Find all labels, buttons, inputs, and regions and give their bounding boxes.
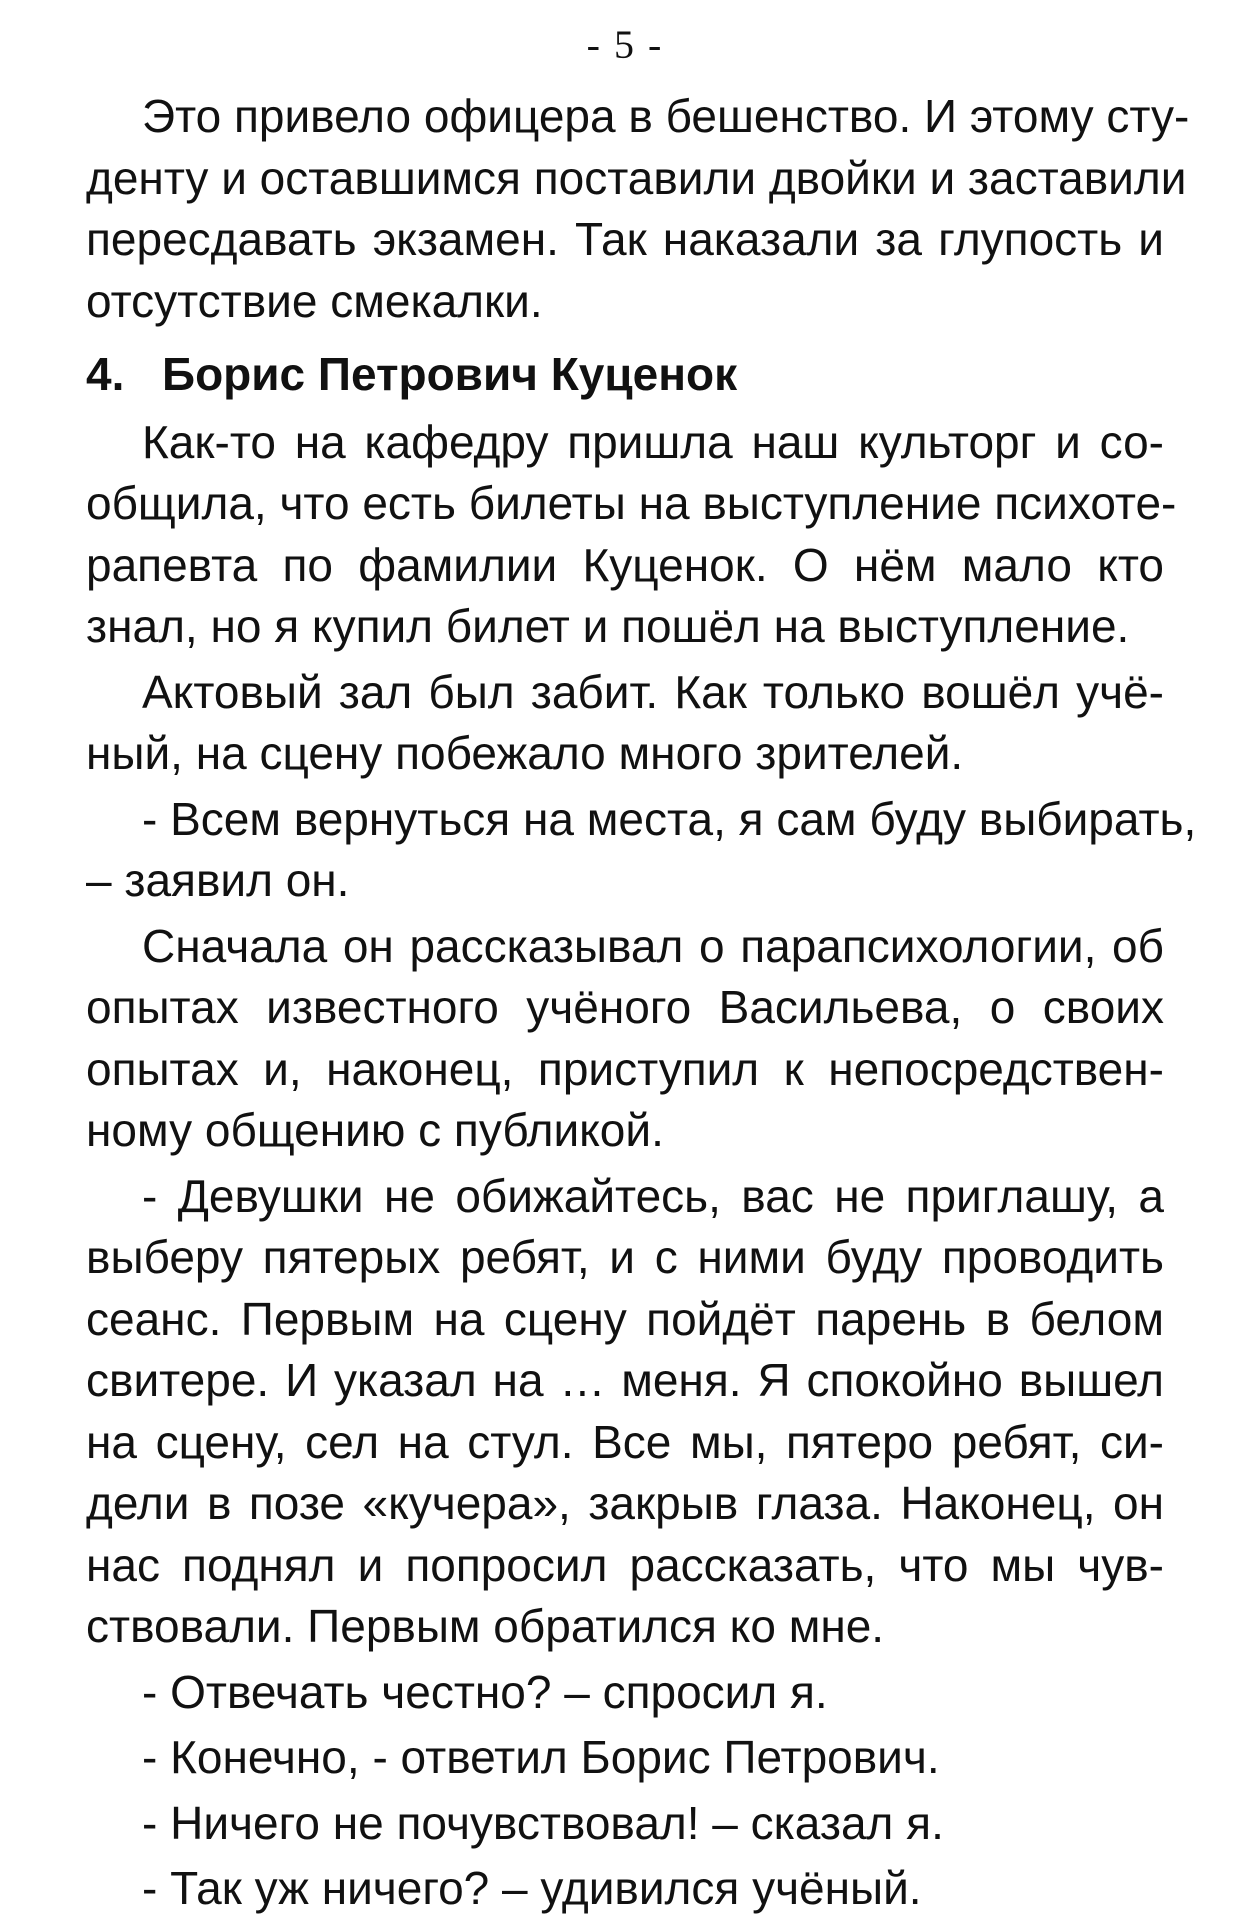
page-number: - 5 - [586, 22, 664, 67]
text-line: ный, на сцену побежало много зрителей. [86, 727, 964, 779]
text-line: дели в позе «кучера», закрыв глаза. Наконец, он [86, 1477, 1164, 1529]
paragraph [86, 1793, 1164, 1855]
text-line: - Конечно, - ответил Борис Петрович. [142, 1731, 940, 1783]
text-line: – заявил он. [86, 854, 350, 906]
text-line: опытах и, наконец, приступил к непосредствен- [86, 1042, 1164, 1095]
paragraph [86, 916, 1164, 1162]
paragraph [86, 662, 1164, 785]
text-line: рапевта по фамилии Куценок. О нём мало кто [86, 538, 1164, 591]
text-line: ствовали. Первым обратился ко мне. [86, 1600, 885, 1652]
paragraph [86, 1727, 1164, 1789]
paragraph [86, 1662, 1164, 1724]
text-line: отсутствие смекалки. [86, 274, 543, 327]
text-line: - Ничего не почувствовал! – сказал я. [142, 1796, 944, 1849]
text-line: общила, что есть билеты на выступление психоте- [86, 477, 1177, 529]
paragraph [86, 789, 1197, 912]
paragraph [86, 412, 1177, 658]
text-line: - Всем вернуться на места, я сам буду выбирать, [142, 792, 1197, 845]
section-heading [86, 344, 1164, 406]
paragraph [86, 1166, 1164, 1658]
section-title: Борис Петрович Куценок [162, 348, 738, 400]
text-line: - Отвечать честно? – спросил я. [142, 1665, 828, 1718]
text-line: нас поднял и попросил рассказать, что мы чув- [86, 1538, 1164, 1591]
document-page [86, 18, 1197, 1924]
text-line: Сначала он рассказывал о парапсихологии, об [142, 919, 1164, 972]
text-line: пересдавать экзамен. Так наказали за глупость и [86, 213, 1164, 265]
section-number: 4. [86, 348, 125, 400]
text-line: - Так уж ничего? – удивился учёный. [142, 1862, 922, 1914]
text-line: Актовый зал был забит. Как только вошёл учё- [142, 665, 1164, 718]
text-line: знал, но я купил билет и пошёл на выступление. [86, 600, 1130, 652]
text-line: сеанс. Первым на сцену пойдёт парень в белом [86, 1292, 1164, 1345]
text-line: Это привело офицера в бешенство. И этому сту- [142, 90, 1190, 142]
text-line: выберу пятерых ребят, и с ними буду проводить [86, 1231, 1164, 1283]
section-top [86, 86, 1190, 332]
text-line: Как-то на кафедру пришла наш культорг и со- [142, 415, 1164, 468]
paragraph [86, 86, 1190, 332]
text-line: опытах известного учёного Васильева, о своих [86, 981, 1164, 1033]
text-line: - Девушки не обижайтесь, вас не приглашу, а [142, 1169, 1164, 1222]
text-line: денту и оставшимся поставили двойки и заставили [86, 151, 1187, 204]
text-line: ному общению с публикой. [86, 1104, 664, 1156]
text-line: свитере. И указал на … меня. Я спокойно вышел [86, 1354, 1164, 1406]
section-body [86, 412, 1197, 1920]
paragraph [86, 1858, 1164, 1920]
text-line: на сцену, сел на стул. Все мы, пятеро ребят, си- [86, 1415, 1164, 1468]
